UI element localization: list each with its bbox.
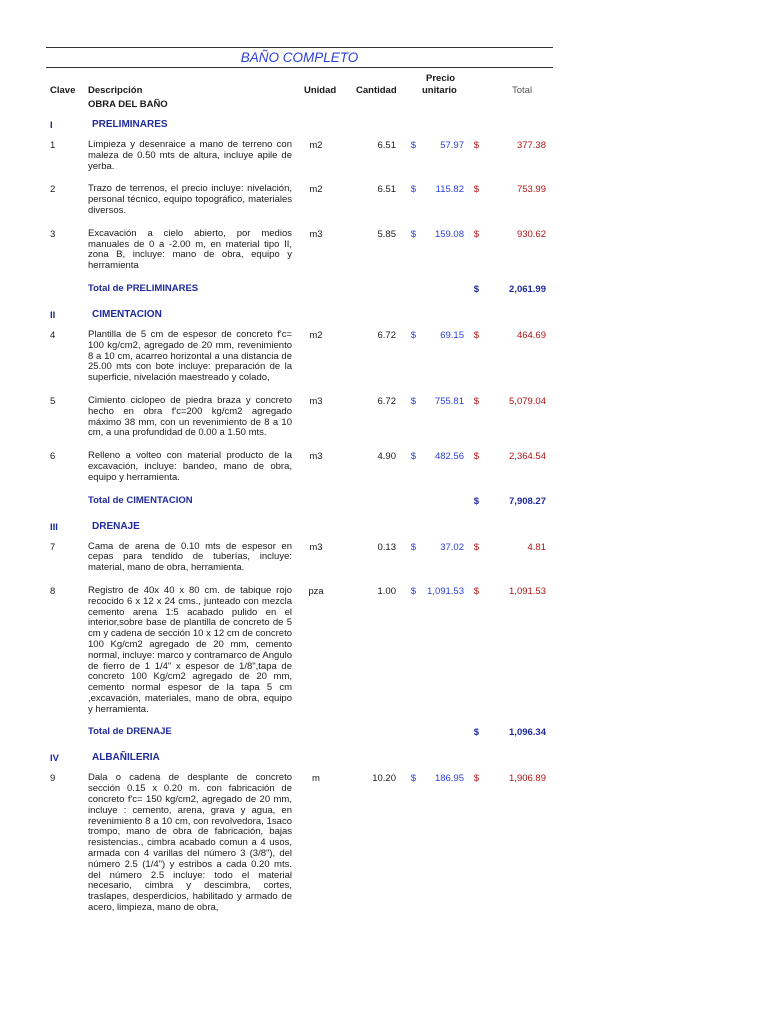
currency-symbol: $ [473, 585, 479, 597]
currency-symbol: $ [410, 140, 416, 151]
item-unidad: m [312, 773, 320, 785]
section-row [46, 310, 552, 322]
item-clave: 6 [50, 451, 56, 463]
item-precio-unitario: 69.15 [440, 329, 464, 341]
table-row [46, 451, 552, 483]
item-description: Trazo de terrenos, el precio incluye: nivelación, personal técnico, equipo topográfico, materiales diversos. [88, 183, 292, 216]
header-total: Total [512, 85, 533, 96]
table-row [46, 229, 552, 272]
section-total-value: 7,908.27 [509, 495, 546, 507]
section-total-label: Total de DRENAJE [88, 726, 172, 738]
currency-symbol: $ [473, 329, 479, 341]
table-row [46, 773, 552, 913]
section-total-label: Total de PRELIMINARES [88, 282, 199, 294]
item-cantidad: 6.51 [377, 184, 396, 196]
item-description: Cama de arena de 0.10 mts de espesor en cepas para tendido de tuberías, incluye: material, mano de obra, herramienta. [88, 540, 292, 574]
item-precio-unitario: 37.02 [440, 541, 464, 553]
item-total: 1,091.53 [509, 585, 546, 597]
item-cantidad: 6.72 [377, 395, 396, 407]
obra-row [46, 100, 552, 112]
item-clave: 7 [50, 541, 56, 553]
section-name: PRELIMINARES [92, 119, 168, 130]
item-precio-unitario: 755.81 [434, 395, 464, 407]
item-clave: 8 [50, 585, 56, 597]
currency-symbol: $ [410, 184, 416, 196]
item-total: 930.62 [516, 228, 546, 240]
currency-symbol: $ [473, 184, 479, 196]
item-cantidad: 1.00 [377, 585, 396, 597]
section-row [46, 120, 552, 132]
obra-label: OBRA DEL BAÑO [88, 99, 168, 110]
currency-symbol: $ [473, 395, 479, 407]
currency-symbol: $ [473, 773, 479, 785]
header-precio: Precio [426, 73, 456, 84]
item-precio-unitario: 1,091.53 [427, 585, 464, 597]
item-description: Dala o cadena de desplante de concreto sección 0.15 x 0.20 m. con fabricación de concreto f'c= 150 kg/cm2, agregado de 20 mm, incluye : cemento, arena, grava y agua, en revenimiento 8 a 10 cm, con revolvedora, 1saco trompo, mano de obra de fabricación, bajas resistencias., cimbra acabado comun a 4 usos, armada con 4 varillas del número 3 (3/8"), del número 2.5 (1/4") y estribos a cada 0.20 mts. del número 2.5 incluye: todo el material necesario, cimbra y descimbra, cortes, traslapes, desperdicios, habilitado y armado de acero, limpieza, mano de obra, [88, 772, 292, 914]
section-number: I [50, 120, 53, 131]
item-description: Excavación a cielo abierto, por medios manuales de 0 a -2.00 m, en material tipo II, zona B, incluye: mano de obra, equipo y herramienta [88, 227, 292, 272]
item-description: Relleno a volteo con material producto de la excavación, incluye: bandeo, mano de obra, equipo y herramienta. [88, 450, 292, 483]
header-unitario: unitario [422, 85, 457, 96]
item-total: 4.81 [527, 541, 546, 553]
item-cantidad: 10.20 [372, 773, 396, 785]
item-total: 1,906.89 [509, 773, 546, 785]
item-unidad: m2 [309, 140, 323, 151]
item-precio-unitario: 115.82 [435, 184, 464, 196]
section-name: DRENAJE [92, 520, 140, 532]
item-unidad: m2 [309, 329, 323, 341]
item-clave: 3 [50, 228, 56, 240]
currency-symbol: $ [473, 495, 479, 507]
item-total: 5,079.04 [509, 395, 546, 407]
item-unidad: m3 [309, 541, 323, 553]
item-clave: 5 [50, 395, 56, 407]
header-cantidad: Cantidad [356, 85, 397, 96]
header-clave: Clave [50, 85, 76, 96]
item-clave: 9 [50, 773, 56, 785]
currency-symbol: $ [410, 541, 416, 553]
section-number: II [50, 309, 56, 321]
currency-symbol: $ [410, 329, 416, 341]
currency-symbol: $ [473, 727, 479, 739]
table-body [46, 100, 552, 914]
item-cantidad: 4.90 [377, 451, 396, 463]
item-cantidad: 5.85 [377, 228, 396, 240]
currency-symbol: $ [473, 541, 479, 553]
item-total: 377.38 [516, 140, 546, 151]
section-row [46, 522, 552, 534]
section-number: III [50, 521, 58, 533]
section-name: ALBAÑILERIA [92, 752, 160, 764]
currency-symbol: $ [473, 451, 479, 463]
header-unidad: Unidad [304, 85, 337, 96]
currency-symbol: $ [410, 585, 416, 597]
currency-symbol: $ [473, 228, 479, 240]
header-descripcion: Descripción [88, 85, 143, 96]
currency-symbol: $ [473, 283, 479, 295]
currency-symbol: $ [410, 451, 416, 463]
item-unidad: m2 [309, 184, 323, 196]
table-row [46, 586, 552, 716]
item-total: 753.99 [516, 184, 546, 196]
section-total-value: 2,061.99 [509, 283, 546, 295]
document-title: BAÑO COMPLETO [46, 47, 553, 68]
item-clave: 2 [50, 184, 56, 196]
section-total-row [46, 496, 552, 508]
item-precio-unitario: 57.97 [440, 140, 464, 151]
item-total: 464.69 [516, 329, 546, 341]
budget-document [46, 47, 552, 914]
currency-symbol: $ [410, 773, 416, 785]
item-clave: 1 [50, 140, 56, 151]
table-row [46, 184, 552, 216]
table-row [46, 396, 552, 439]
section-total-row [46, 727, 552, 739]
item-unidad: m3 [309, 451, 323, 463]
currency-symbol: $ [410, 395, 416, 407]
item-clave: 4 [50, 329, 56, 341]
section-total-row [46, 284, 552, 296]
table-row [46, 330, 552, 384]
table-row [46, 542, 552, 574]
item-description: Registro de 40x 40 x 80 cm. de tabique rojo recocido 6 x 12 x 24 cms., junteado con mezcla cemento arena 1:5 acabado pulido en el interior,sobre base de plantilla de concreto de 5 cm y cadena de sección 10 x 12 cm de concreto 100 Kg/cm2 agregado de 20 mm, cemento normal, incluye: marco y contramarco de Angulo de fierro de 1 1/4" x espesor de 1/8",tapa de concreto 100 Kg/cm2 agregado de 20 mm, cemento normal espesor de la tapa 5 cm ,excavación, materiales, mano de obra, equipo y herramienta. [88, 584, 292, 715]
item-precio-unitario: 482.56 [434, 451, 464, 463]
item-precio-unitario: 159.08 [434, 228, 464, 240]
item-total: 2,364.54 [509, 451, 546, 463]
table-row [46, 140, 552, 172]
item-unidad: m3 [309, 395, 323, 407]
section-row [46, 753, 552, 765]
item-unidad: m3 [309, 228, 323, 240]
section-name: CIMENTACION [92, 308, 162, 320]
item-precio-unitario: 186.95 [434, 773, 464, 785]
item-cantidad: 0.13 [377, 541, 396, 553]
item-cantidad: 6.72 [377, 329, 396, 341]
currency-symbol: $ [473, 140, 479, 151]
section-number: IV [50, 753, 59, 765]
item-description: Plantilla de 5 cm de espesor de concreto f'c= 100 kg/cm2, agregado de 20 mm, revenimiento 8 a 10 cm, acarreo horizontal a una distancia de 25.00 mts con bote incluye: preparación de la superficie, nivelación maestreado y colado, [88, 328, 292, 384]
table-header [46, 68, 552, 98]
item-description: Limpieza y desenraice a mano de terreno con maleza de 0.50 mts de altura, incluye apile de yerba. [88, 139, 292, 172]
currency-symbol: $ [410, 228, 416, 240]
item-unidad: pza [308, 585, 324, 597]
item-description: Cimiento ciclopeo de piedra braza y concreto hecho en obra f'c=200 kg/cm2 agregado máximo 38 mm, con un revenimiento de 8 a 10 cm, a una profundidad de 0.00 a 1.50 mts. [88, 394, 292, 439]
section-total-value: 1,096.34 [509, 727, 546, 739]
section-total-label: Total de CIMENTACION [88, 494, 193, 506]
item-cantidad: 6.51 [377, 140, 396, 151]
